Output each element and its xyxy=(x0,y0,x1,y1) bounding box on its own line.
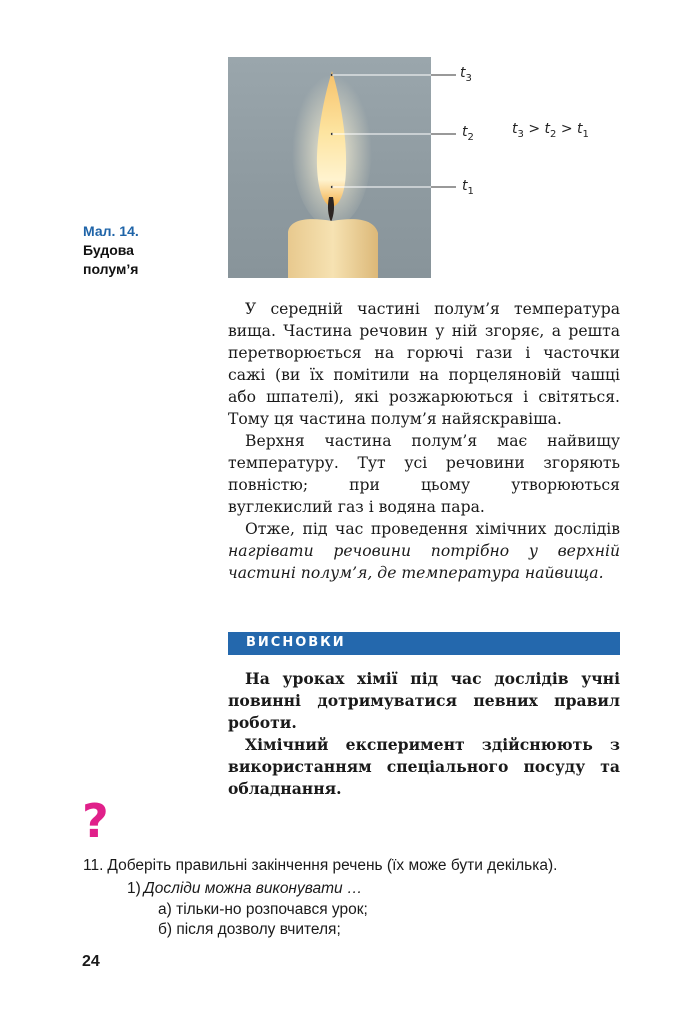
answer-option-b: б) після дозволу вчителя; xyxy=(158,921,341,938)
label-t2: $t_2$ xyxy=(462,124,474,143)
question-11: 11. Доберіть правильні закінчення речень (їх може бути декілька). xyxy=(83,857,558,874)
figure-title-line2: полум’я xyxy=(83,261,139,277)
paragraph-middle-flame: У середній частині полум’я температура вища. Частина речовин у ній згоряє, а решта перетворюється на горючі гази і часточки сажі (ви їх помітили на порцеляновій чашці або шпателі), які розжарюються і світяться. Тому ця частина полум’я найяскравіша. xyxy=(228,300,620,428)
question-mark-icon: ? xyxy=(82,794,109,848)
page-number: 24 xyxy=(82,953,100,970)
figure-caption xyxy=(83,222,223,279)
conclusions-header xyxy=(228,632,620,655)
label-t3: $t_3$ xyxy=(460,65,472,84)
answer-option-a: а) тільки-но розпочався урок; xyxy=(158,901,368,918)
conclusion-rules: На уроках хімії під час дослідів учні повинні дотримуватися певних правил роботи. xyxy=(228,669,620,732)
body-text xyxy=(228,298,620,584)
question-11-part-1: 1) Досліди можна виконувати … xyxy=(127,880,363,897)
conclusions-title: ВИСНОВКИ xyxy=(246,635,346,650)
figure-title-line1: Будова xyxy=(83,242,134,258)
temperature-inequality: $t_3 > t_2 > t_1$ xyxy=(512,121,589,140)
figure-number: Мал. 14. xyxy=(83,223,139,239)
paragraph-top-flame: Верхня частина полум’я має найвищу температуру. Тут усі речовини згоряють повністю; при цьому утворюються вуглекислий газ і водяна пара. xyxy=(228,432,620,516)
label-t1: $t_1$ xyxy=(462,178,474,197)
conclusions-text xyxy=(228,668,620,800)
conclusion-equipment: Хімічний експеримент здійснюють з використанням спеціального посуду та обладнання. xyxy=(228,735,620,798)
paragraph-conclusion-heating: Отже, під час проведення хімічних дослідів нагрівати речовини потрібно у верхній частині полум’я, де температура найвища. xyxy=(228,520,620,582)
